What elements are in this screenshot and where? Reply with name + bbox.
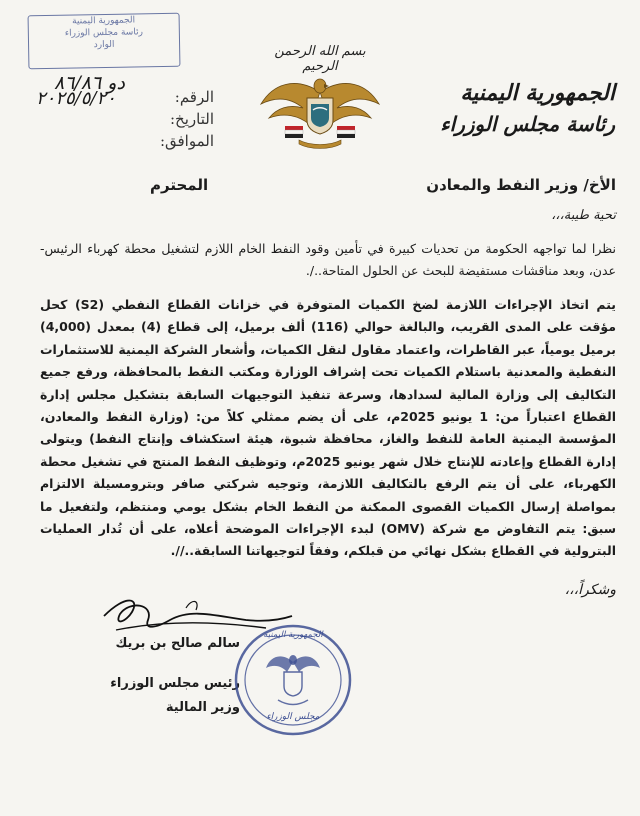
date-label: التاريخ:	[170, 110, 214, 128]
signatory-name: سالم صالح بن بريك	[115, 636, 240, 651]
reference-block	[150, 86, 214, 152]
corresponding-label: الموافق:	[159, 132, 214, 150]
honorific: المحترم	[150, 176, 209, 194]
government-name: الجمهورية اليمنية	[460, 80, 615, 106]
directive-paragraph: يتم اتخاذ الإجراءات اللازمة لضخ الكميات المتوفرة في خزانات القطاع النفطي (S2) كحل مؤقت على المدى القريب، والبالغة حوالي (116) ألف برميل، إلى قطاع (4) بمعدل (4,000) برميل يومياً، عبر القاطرات، واعتماد مقاول لنقل الكميات، وأشعار الشركة اليمنية للاستثمارات النفطية والمعدنية باستلام الكميات تحت إشراف الوزارة ومكتب النفط بالمحافظة، ورفع جميع التكاليف إلى وزارة المالية لسدادها، وسرعة تنفيذ التوجيهات السابقة بتشكيل مجلس إدارة القطاع اعتباراً من: 1 يونيو 2025م، على أن يضم ممثلي كلاً من: (وزارة النفط والمعادن، المؤسسة اليمنية العامة للنفط والغاز، محافظة شبوة، هيئة استكشاف وإنتاج النفط) ويتولى إدارة القطاع وإعادته للإنتاج خلال شهر يونيو 2025م، وتوظيف النفط المنتج في تشغيل محطة الكهرباء، على أن يتم الرفع بالتكاليف اللازمة، وتوجيه شركتي صافر وبترومسيلة الالتزام بمواصلة إرسال الكميات القصوى الممكنة من النفط الخام بشكل يومي ومنتظم، ولتفعيل ما سبق: يتم التفاوض مع شركة (OMV) لبدء الإجراءات الموضحة أعلاه، على أن تُدار العمليات البترولية في القطاع بشكل نهائي من قبلكم، وفقاً لتوجيهاتنا السابقة..//.	[40, 297, 616, 559]
seal-top-text: الجمهورية اليمنية	[263, 630, 323, 640]
stamp-line-1: الجمهورية اليمنية	[72, 15, 136, 27]
date-value: ٢٠٢٥/٥/٢٠	[36, 88, 116, 109]
received-stamp	[28, 13, 181, 70]
intro-paragraph: نظرا لما تواجهه الحكومة من تحديات كبيرة في تأمين وقود النفط الخام اللازم لتشغيل محطة كهرباء الرئيس- عدن، وبعد مناقشات مستفيضة للبحث عن الحلول المتاحة../.	[40, 241, 616, 278]
stamp-line-2: رئاسة مجلس الوزراء	[64, 27, 143, 39]
reference-label: الرقم:	[174, 88, 214, 106]
addressee-line	[150, 176, 616, 194]
closing-thanks: وشكراً،،،	[564, 582, 616, 598]
signatory-title-1: رئيس مجلس الوزراء	[110, 676, 240, 691]
addressee: الأخ/ وزير النفط والمعادن	[426, 176, 616, 194]
stamp-number: دو ٨٦/٨٦	[54, 72, 125, 94]
basmala: بسم الله الرحمن الرحيم	[274, 44, 366, 74]
yemen-emblem-icon	[255, 70, 385, 152]
seal-bottom-text: مجلس الوزراء	[266, 712, 320, 722]
stamp-line-3: الوارد	[93, 39, 115, 51]
cabinet-office: رئاسة مجلس الوزراء	[440, 112, 615, 136]
signatory-title-2: وزير المالية	[165, 700, 240, 715]
greeting: تحية طيبة،،،	[551, 208, 616, 223]
